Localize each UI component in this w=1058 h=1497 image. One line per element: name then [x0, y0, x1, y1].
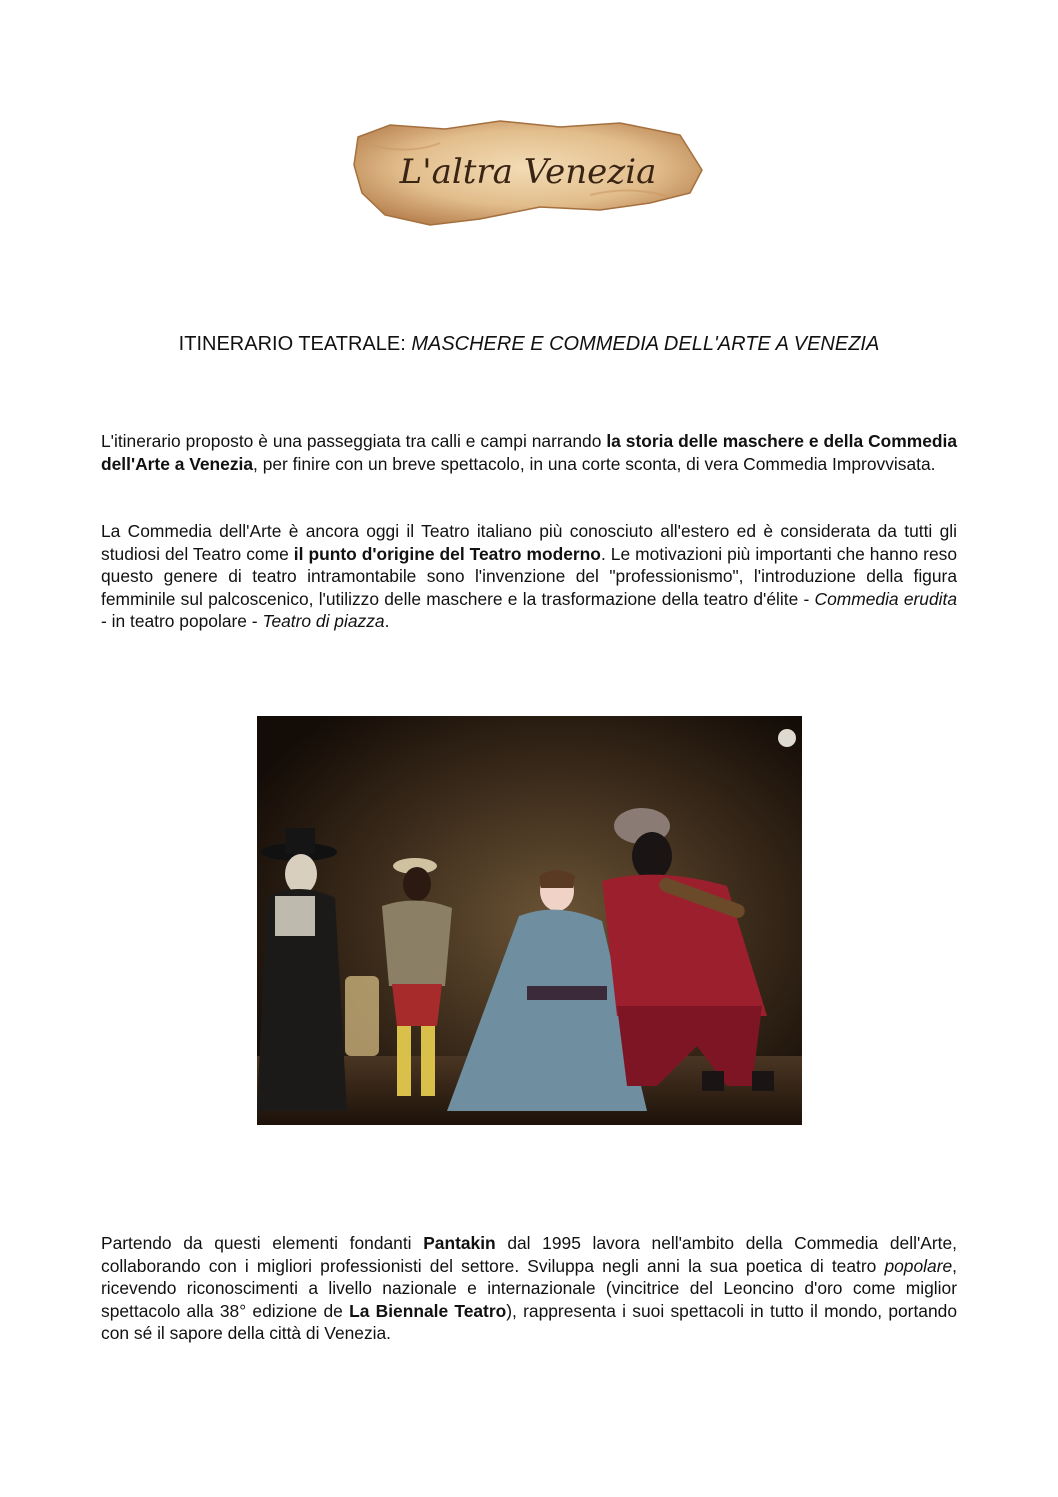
text-run: dal 1995 lavora nell'ambito della Commedia dell'Arte, collaborando con i migliori professionisti del settore. Sviluppa negli anni la sua poetica di teatro	[101, 1233, 957, 1276]
text-run: L'itinerario proposto è una passeggiata tra calli e campi narrando	[101, 431, 607, 451]
title-prefix: ITINERARIO TEATRALE:	[178, 333, 412, 355]
text-run: ), rappresenta i suoi spettacoli in tutto il mondo, portando con sé il sapore della città di Venezia.	[101, 1300, 957, 1344]
logo	[350, 115, 705, 230]
text-run: Partendo da questi elementi fondanti	[101, 1233, 424, 1253]
commedia-paragraph	[101, 520, 957, 633]
stage-photo	[257, 716, 802, 1125]
text-run: - in teatro popolare -	[101, 611, 263, 632]
italic-run: popolare	[884, 1255, 953, 1276]
text-run: . Le motivazioni più importanti che hanno reso questo genere di teatro intramontabile sono l'invenzione del "professionismo", l'introduzione della figura femminile sul palcoscenico, l'utilizzo delle maschere e la trasformazione della teatro d'élite -	[101, 543, 958, 609]
bold-run: Pantakin	[423, 1233, 496, 1253]
bold-run: la storia delle maschere e della Commedia dell'Arte a Venezia	[101, 431, 957, 474]
parchment-logo-image	[350, 115, 705, 230]
title-italic: MASCHERE E COMMEDIA DELL'ARTE A VENEZIA	[411, 333, 880, 355]
bold-run: La Biennale Teatro	[349, 1300, 507, 1321]
pantakin-paragraph	[101, 1232, 957, 1345]
theatre-scene-image	[257, 716, 802, 1125]
intro-paragraph	[101, 430, 957, 475]
text-run: , per finire con un breve spettacolo, in una corte sconta, di vera Commedia Improvvisata.	[253, 453, 936, 474]
page-title	[0, 332, 1058, 356]
italic-run: Commedia erudita	[814, 588, 957, 609]
text-run: .	[384, 611, 390, 632]
text-run: , ricevendo riconoscimenti a livello nazionale e internazionale (vincitrice del Leoncino d'oro come miglior spettacolo alla 38° edizione de	[101, 1255, 957, 1321]
italic-run: Teatro di piazza	[262, 611, 385, 632]
bold-run: il punto d'origine del Teatro moderno	[293, 543, 601, 564]
logo-text: L'altra Venezia	[399, 152, 657, 192]
text-run: La Commedia dell'Arte è ancora oggi il Teatro italiano più conosciuto all'estero ed è considerata da tutti gli studiosi del Teatro come	[101, 521, 957, 564]
